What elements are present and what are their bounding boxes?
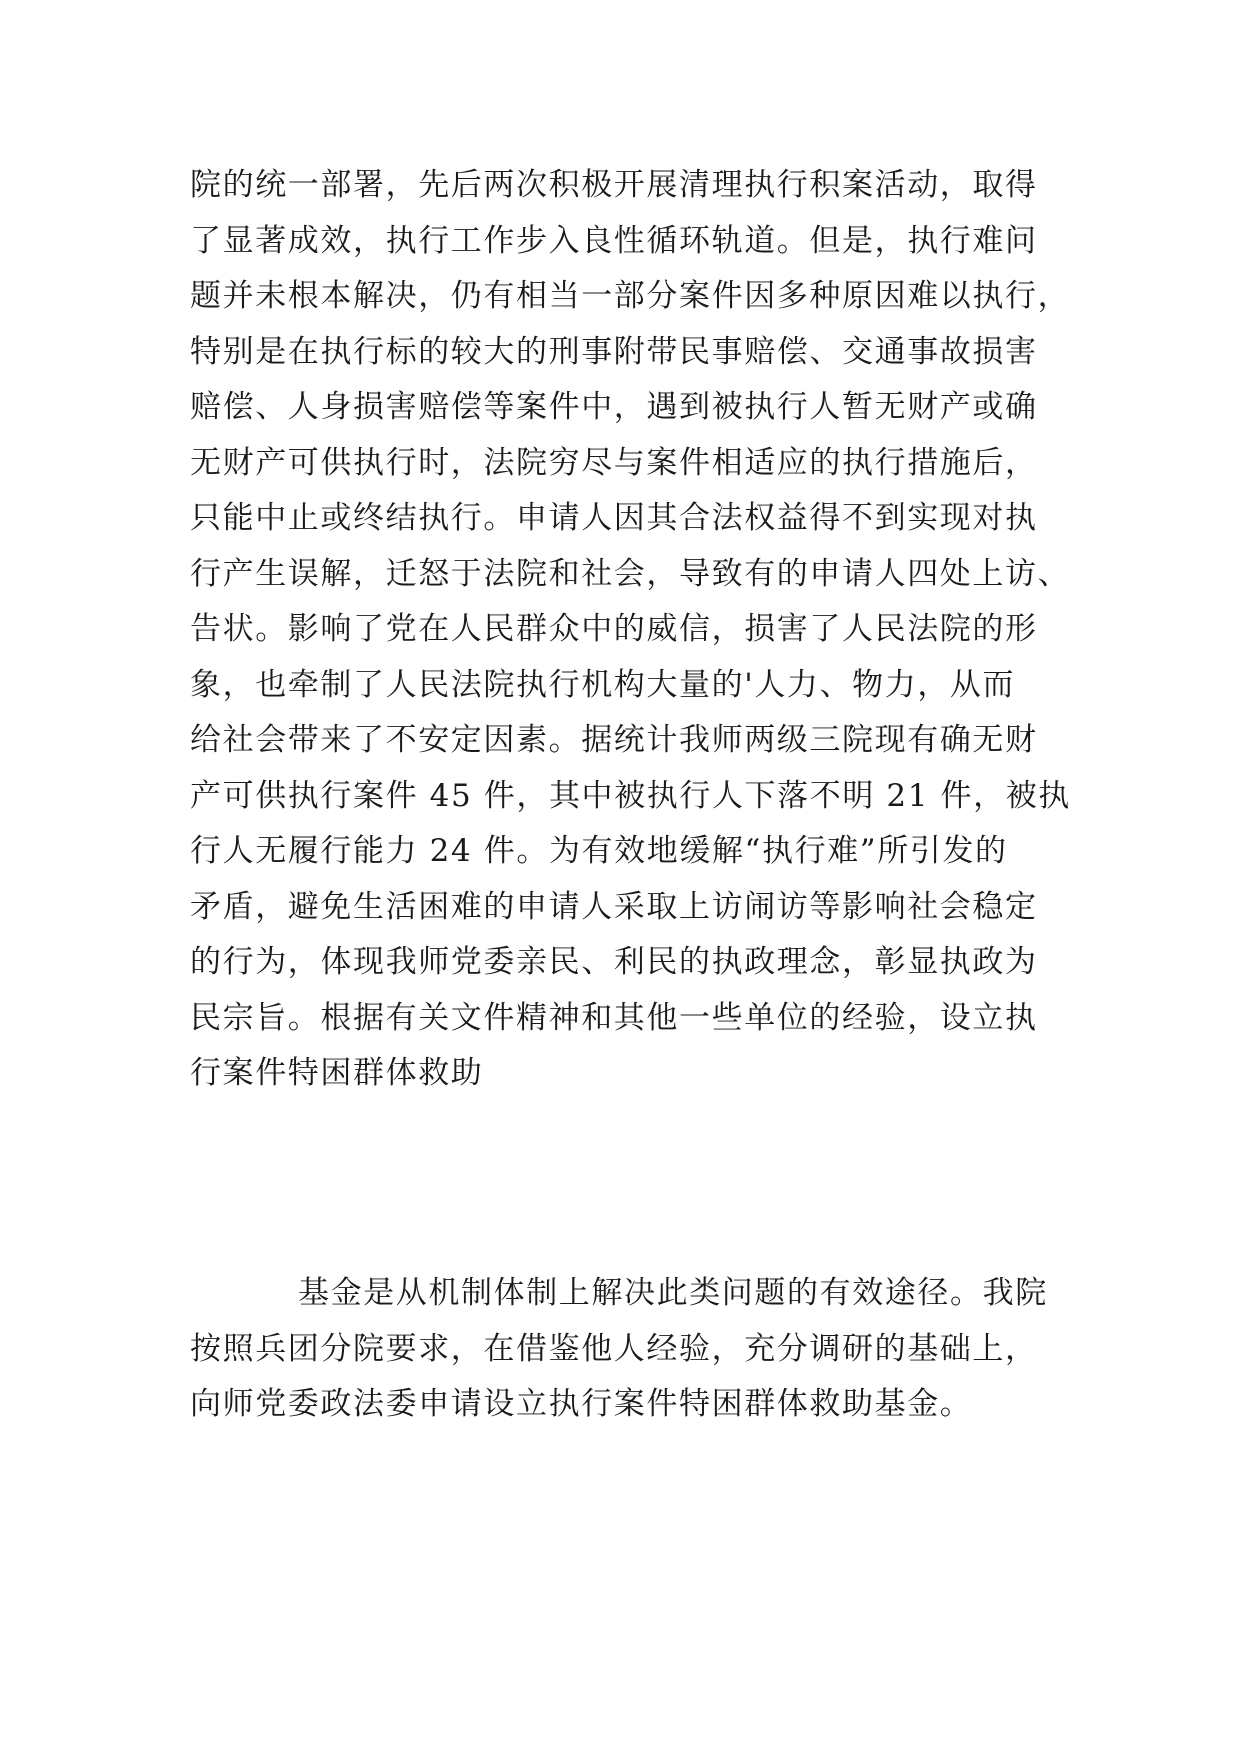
text-line: 无财产可供执行时，法院穷尽与案件相适应的执行措施后， — [190, 444, 1038, 481]
text-line: 只能中止或终结执行。申请人因其合法权益得不到实现对执 — [190, 500, 1038, 536]
text-line: 告状。影响了党在人民群众中的威信，损害了人民法院的形 — [190, 611, 1038, 647]
text-line: 产可供执行案件 45 件，其中被执行人下落不明 21 件，被执 — [190, 777, 1071, 814]
text-line: 的行为，体现我师党委亲民、利民的执政理念，彰显执政为 — [190, 944, 1038, 980]
text-line: 赔偿、人身损害赔偿等案件中，遇到被执行人暂无财产或确 — [190, 389, 1038, 425]
text-line: 行人无履行能力 24 件。为有效地缓解“执行难”所引发的 — [190, 833, 1008, 869]
text-line: 矛盾，避免生活困难的申请人采取上访闹访等影响社会稳定 — [190, 888, 1038, 925]
text-line: 按照兵团分院要求，在借鉴他人经验，充分调研的基础上， — [190, 1330, 1038, 1367]
text-line: 题并未根本解决，仍有相当一部分案件因多种原因难以执行， — [190, 278, 1071, 314]
text-line: 了显著成效，执行工作步入良性循环轨道。但是，执行难问 — [190, 222, 1038, 259]
text-line: 行案件特困群体救助 — [190, 1055, 484, 1091]
text-line: 基金是从机制体制上解决此类问题的有效途径。我院 — [298, 1275, 1048, 1311]
text-line: 院的统一部署，先后两次积极开展清理执行积案活动，取得 — [190, 167, 1038, 203]
paragraph-1 — [190, 158, 1090, 1102]
text-line: 行产生误解，迁怒于法院和社会，导致有的申请人四处上访、 — [190, 555, 1071, 592]
text-line: 民宗旨。根据有关文件精神和其他一些单位的经验，设立执 — [190, 999, 1038, 1036]
paragraph-2 — [190, 1266, 1090, 1433]
text-line: 向师党委政法委申请设立执行案件特困群体救助基金。 — [190, 1386, 973, 1422]
text-line: 特别是在执行标的较大的刑事附带民事赔偿、交通事故损害 — [190, 333, 1038, 370]
text-line: 象，也牵制了人民法院执行机构大量的'人力、物力，从而 — [190, 666, 1016, 703]
text-line: 给社会带来了不安定因素。据统计我师两级三院现有确无财 — [190, 722, 1038, 758]
